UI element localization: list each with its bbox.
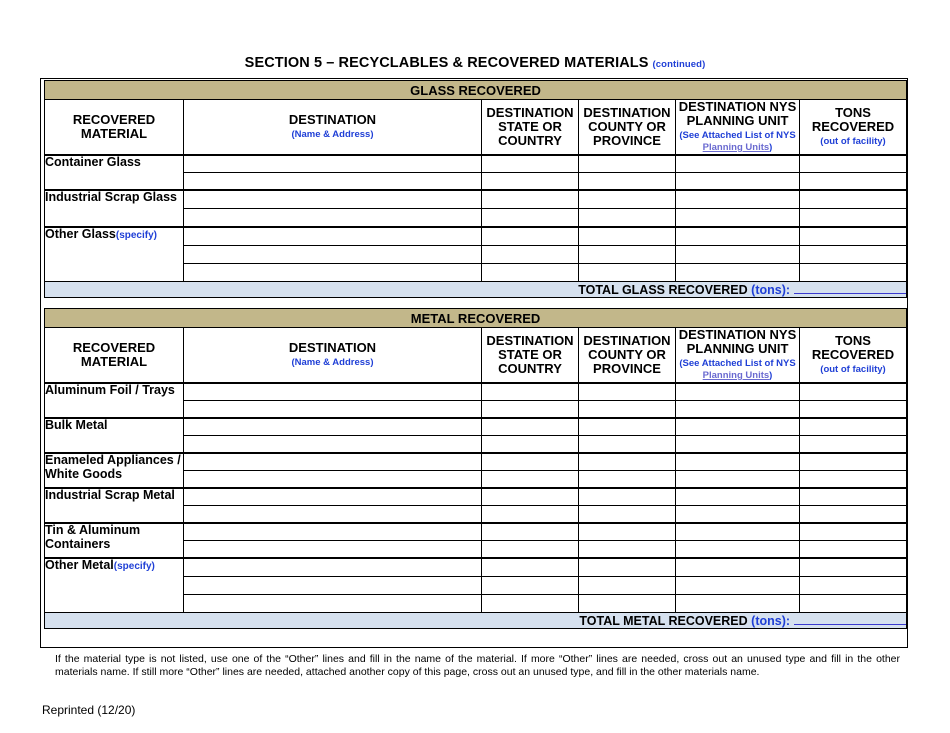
destination-cell[interactable] (184, 246, 482, 264)
planning-unit-cell[interactable] (676, 577, 800, 595)
header-planning-label: DESTINATION NYS PLANNING UNIT (678, 99, 797, 128)
planning-unit-cell[interactable] (676, 246, 800, 264)
planning-unit-cell[interactable] (676, 383, 800, 401)
header-planning-unit (676, 100, 800, 156)
destination-cell[interactable] (184, 595, 482, 613)
header-destination (184, 100, 482, 156)
total-unit: (tons): (751, 283, 791, 297)
county-cell[interactable] (579, 190, 676, 209)
column-header-row (45, 328, 907, 384)
destination-cell[interactable] (184, 541, 482, 559)
column-header-row (45, 100, 907, 156)
material-label (45, 383, 184, 418)
state-cell[interactable] (482, 227, 579, 246)
section-title: SECTION 5 – RECYCLABLES & RECOVERED MATERIALS (244, 55, 649, 71)
header-destination-state: DESTINATION STATE OR COUNTRY (482, 100, 579, 156)
header-tons-sub: (out of facility) (820, 136, 886, 147)
planning-sub-text: (See Attached List of NYS (679, 130, 796, 141)
planning-sub-close: ) (769, 370, 773, 381)
destination-cell[interactable] (184, 506, 482, 524)
material-label (45, 558, 184, 613)
planning-unit-cell[interactable] (676, 190, 800, 209)
planning-unit-cell[interactable] (676, 401, 800, 419)
table-row (45, 523, 907, 541)
county-cell[interactable] (579, 506, 676, 524)
planning-unit-cell[interactable] (676, 418, 800, 436)
destination-cell[interactable] (184, 453, 482, 471)
material-label (45, 418, 184, 453)
metal-recovered-table (44, 308, 907, 629)
metal-total-cell (45, 613, 907, 629)
state-cell[interactable] (482, 506, 579, 524)
header-destination-state: DESTINATION STATE OR COUNTRY (482, 328, 579, 384)
header-destination-county: DESTINATION COUNTY OR PROVINCE (579, 100, 676, 156)
material-name: Other Glass (45, 227, 116, 241)
tons-cell[interactable] (800, 558, 907, 577)
planning-unit-cell[interactable] (676, 453, 800, 471)
material-label (45, 488, 184, 523)
planning-unit-cell[interactable] (676, 155, 800, 173)
planning-unit-cell[interactable] (676, 541, 800, 559)
planning-unit-cell[interactable] (676, 523, 800, 541)
state-cell[interactable] (482, 595, 579, 613)
total-label: TOTAL GLASS RECOVERED (578, 283, 748, 297)
state-cell[interactable] (482, 523, 579, 541)
state-cell[interactable] (482, 436, 579, 454)
header-recovered-material: RECOVERED MATERIAL (45, 328, 184, 384)
tons-cell[interactable] (800, 418, 907, 436)
tons-cell[interactable] (800, 436, 907, 454)
tons-cell[interactable] (800, 488, 907, 506)
state-cell[interactable] (482, 209, 579, 228)
state-cell[interactable] (482, 453, 579, 471)
county-cell[interactable] (579, 246, 676, 264)
county-cell[interactable] (579, 401, 676, 419)
county-cell[interactable] (579, 577, 676, 595)
destination-cell[interactable] (184, 190, 482, 209)
table-row (45, 155, 907, 173)
continued-note: (continued) (652, 59, 706, 70)
tons-cell[interactable] (800, 155, 907, 173)
county-cell[interactable] (579, 488, 676, 506)
form-frame (40, 78, 908, 648)
county-cell[interactable] (579, 453, 676, 471)
header-destination-county: DESTINATION COUNTY OR PROVINCE (579, 328, 676, 384)
header-tons-label: TONS RECOVERED (811, 105, 895, 134)
header-planning-unit (676, 328, 800, 384)
page-title (0, 55, 950, 71)
destination-cell[interactable] (184, 471, 482, 489)
specify-note: (specify) (115, 230, 157, 241)
header-destination-label: DESTINATION (288, 112, 377, 127)
table-row (45, 418, 907, 436)
county-cell[interactable] (579, 523, 676, 541)
tons-cell[interactable] (800, 453, 907, 471)
state-cell[interactable] (482, 418, 579, 436)
state-cell[interactable] (482, 246, 579, 264)
state-cell[interactable] (482, 488, 579, 506)
county-cell[interactable] (579, 471, 676, 489)
metal-total-row (45, 613, 907, 629)
header-destination-sub: (Name & Address) (291, 129, 374, 140)
glass-total-row (45, 282, 907, 298)
table-row (45, 488, 907, 506)
destination-cell[interactable] (184, 209, 482, 228)
destination-cell[interactable] (184, 264, 482, 282)
material-name: Other Metal (45, 558, 114, 572)
specify-note: (specify) (113, 561, 155, 572)
table-row (45, 453, 907, 471)
destination-cell[interactable] (184, 155, 482, 173)
header-recovered-material: RECOVERED MATERIAL (45, 100, 184, 156)
planning-units-link[interactable]: Planning Units (702, 142, 770, 153)
material-name: Industrial Scrap Metal (45, 488, 175, 502)
county-cell[interactable] (579, 383, 676, 401)
planning-unit-cell[interactable] (676, 558, 800, 577)
material-label (45, 453, 184, 488)
tons-cell[interactable] (800, 401, 907, 419)
metal-section-bar (45, 309, 907, 328)
planning-unit-cell[interactable] (676, 595, 800, 613)
reprinted-date: Reprinted (12/20) (42, 703, 136, 717)
table-row (45, 190, 907, 209)
material-label (45, 155, 184, 190)
tons-cell[interactable] (800, 595, 907, 613)
destination-cell[interactable] (184, 418, 482, 436)
planning-unit-cell[interactable] (676, 227, 800, 246)
header-destination (184, 328, 482, 384)
tons-cell[interactable] (800, 541, 907, 559)
state-cell[interactable] (482, 401, 579, 419)
header-planning-label: DESTINATION NYS PLANNING UNIT (678, 327, 797, 356)
header-destination-label: DESTINATION (288, 340, 377, 355)
state-cell[interactable] (482, 190, 579, 209)
destination-cell[interactable] (184, 436, 482, 454)
county-cell[interactable] (579, 155, 676, 173)
material-name: Aluminum Foil / Trays (45, 383, 175, 397)
material-name: Container Glass (45, 155, 141, 169)
destination-cell[interactable] (184, 558, 482, 577)
destination-cell[interactable] (184, 401, 482, 419)
tons-cell[interactable] (800, 190, 907, 209)
tons-cell[interactable] (800, 383, 907, 401)
material-name: Bulk Metal (45, 418, 108, 432)
footnote: If the material type is not listed, use one of the “Other” lines and fill in the name of the material. If more “Other” lines are needed, cross out an unused type and fill in the other materials name. If still more “Other” lines are needed, attached another copy of this page, cross out an unused type, and fill in the other materials name. (55, 653, 900, 678)
table-row (45, 558, 907, 577)
material-name: Enameled Appliances / White Goods (45, 453, 181, 481)
header-planning-sub (676, 130, 799, 154)
material-label (45, 190, 184, 227)
header-tons-sub: (out of facility) (820, 364, 886, 375)
destination-cell[interactable] (184, 383, 482, 401)
table-row (45, 383, 907, 401)
tons-cell[interactable] (800, 209, 907, 228)
state-cell[interactable] (482, 577, 579, 595)
header-tons-recovered (800, 100, 907, 156)
planning-unit-cell[interactable] (676, 471, 800, 489)
glass-section-bar (45, 81, 907, 100)
tons-cell[interactable] (800, 246, 907, 264)
metal-total-field[interactable] (794, 613, 906, 625)
destination-cell[interactable] (184, 227, 482, 246)
state-cell[interactable] (482, 383, 579, 401)
tons-cell[interactable] (800, 227, 907, 246)
planning-unit-cell[interactable] (676, 488, 800, 506)
header-planning-sub (676, 358, 799, 382)
state-cell[interactable] (482, 471, 579, 489)
county-cell[interactable] (579, 558, 676, 577)
county-cell[interactable] (579, 227, 676, 246)
planning-sub-text: (See Attached List of NYS (679, 358, 796, 369)
table-row (45, 227, 907, 246)
county-cell[interactable] (579, 264, 676, 282)
planning-unit-cell[interactable] (676, 173, 800, 191)
county-cell[interactable] (579, 436, 676, 454)
destination-cell[interactable] (184, 488, 482, 506)
header-tons-recovered (800, 328, 907, 384)
tons-cell[interactable] (800, 577, 907, 595)
material-label (45, 523, 184, 558)
county-cell[interactable] (579, 541, 676, 559)
tons-cell[interactable] (800, 471, 907, 489)
total-label: TOTAL METAL RECOVERED (579, 614, 748, 628)
state-cell[interactable] (482, 541, 579, 559)
material-name: Industrial Scrap Glass (45, 190, 177, 204)
tons-cell[interactable] (800, 506, 907, 524)
metal-section-label: METAL RECOVERED (45, 309, 907, 328)
destination-cell[interactable] (184, 173, 482, 191)
glass-total-cell (45, 282, 907, 298)
destination-cell[interactable] (184, 577, 482, 595)
county-cell[interactable] (579, 209, 676, 228)
planning-sub-close: ) (769, 142, 773, 153)
state-cell[interactable] (482, 264, 579, 282)
planning-unit-cell[interactable] (676, 506, 800, 524)
glass-section-label: GLASS RECOVERED (45, 81, 907, 100)
state-cell[interactable] (482, 173, 579, 191)
header-tons-label: TONS RECOVERED (811, 333, 895, 362)
tons-cell[interactable] (800, 264, 907, 282)
header-destination-sub: (Name & Address) (291, 357, 374, 368)
planning-unit-cell[interactable] (676, 209, 800, 228)
material-name: Tin & Aluminum Containers (45, 523, 141, 551)
destination-cell[interactable] (184, 523, 482, 541)
tons-cell[interactable] (800, 173, 907, 191)
planning-unit-cell[interactable] (676, 264, 800, 282)
planning-unit-cell[interactable] (676, 436, 800, 454)
county-cell[interactable] (579, 595, 676, 613)
county-cell[interactable] (579, 418, 676, 436)
state-cell[interactable] (482, 155, 579, 173)
glass-total-field[interactable] (794, 282, 906, 294)
county-cell[interactable] (579, 173, 676, 191)
tons-cell[interactable] (800, 523, 907, 541)
total-unit: (tons): (751, 614, 791, 628)
glass-recovered-table (44, 80, 907, 298)
planning-units-link[interactable]: Planning Units (702, 370, 770, 381)
state-cell[interactable] (482, 558, 579, 577)
material-label (45, 227, 184, 282)
